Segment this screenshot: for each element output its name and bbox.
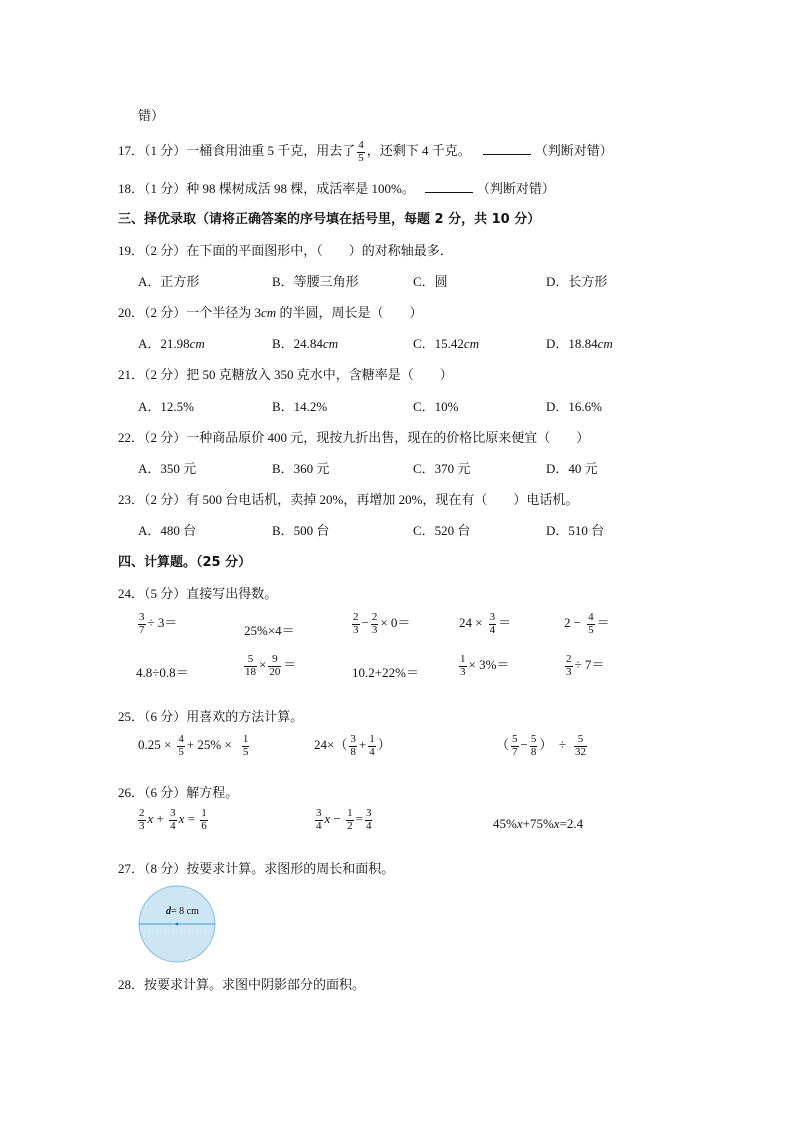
q25-e1-head: 0.25 × (138, 737, 172, 753)
q25-e3-frac3 (574, 734, 587, 758)
q22-option-a[interactable]: A．350 元 (138, 461, 197, 476)
q20-option-a[interactable] (138, 333, 205, 352)
q24-expr-9 (457, 654, 509, 678)
q19-option-d[interactable]: D．长方形 (546, 274, 608, 289)
q26-e1-var1: x (147, 811, 154, 827)
q25-e3-frac1 (511, 734, 519, 758)
q24-e7-num2: 9 (272, 653, 278, 665)
q20-option-c-unit: cm (463, 336, 480, 351)
q17-text-a: 17．（1 分）一桶食用油重 5 千克，用去了 (118, 143, 356, 159)
q24-e5-head: 2 − (564, 615, 582, 631)
continuation-text: 错） (138, 108, 165, 123)
q24-expr-2: 25%×4＝ (244, 623, 295, 638)
q25-e2-den2: 4 (369, 745, 375, 758)
q26-e1-frac1 (138, 808, 146, 832)
q25-e2-num1: 3 (350, 733, 356, 745)
q23-option-d[interactable]: D．510 台 (546, 523, 605, 538)
q26-e1-den3: 6 (201, 819, 207, 832)
q23-option-a[interactable]: A．480 台 (138, 523, 197, 538)
q24-e3-frac2 (371, 612, 379, 636)
q25-e3-num1: 5 (512, 733, 518, 745)
q24-expr-10 (563, 654, 604, 678)
question-23-stem: 23．（2 分）有 500 台电话机，卖掉 20%，再增加 20%，现在有（ ）电话机。 (118, 492, 579, 507)
q22-option-c[interactable]: C．370 元 (413, 461, 471, 476)
q26-e2-den3: 4 (365, 819, 372, 832)
q25-e3-mid: − (520, 737, 528, 753)
q24-e10-num: 2 (566, 653, 572, 665)
q23-option-b[interactable]: B．500 台 (272, 523, 330, 538)
q26-e1-frac2 (169, 808, 177, 832)
q24-e4-den: 4 (489, 623, 496, 636)
q24-e5-tail: ＝ (596, 615, 610, 631)
q20-option-c-value: C．15.42 (413, 336, 464, 351)
q20-text-b: 的半圆，周长是（ ） (276, 305, 423, 320)
q24-e4-frac (489, 612, 497, 636)
q22-option-d[interactable]: D．40 元 (546, 461, 598, 476)
q19-option-c[interactable]: C．圆 (413, 274, 448, 289)
q25-e1-num1: 4 (178, 733, 184, 745)
q24-e10-frac (565, 654, 573, 678)
q21-option-a[interactable]: A．12.5% (138, 399, 194, 414)
circle-figure (138, 885, 216, 963)
q20-text-a: 20．（2 分）一个半径为 3 (118, 305, 262, 320)
q25-e2-tail: ） (377, 737, 391, 753)
q25-e3-frac2 (530, 734, 538, 758)
q24-expr-6: 4.8÷0.8＝ (136, 665, 189, 680)
q24-e7-den1: 18 (245, 665, 256, 678)
question-21-stem: 21．（2 分）把 50 克糖放入 350 克水中，含糖率是（ ） (118, 367, 453, 382)
q20-option-d-unit: cm (597, 336, 613, 351)
q24-expr-4 (459, 612, 511, 636)
q26-e2-num3: 3 (365, 807, 372, 819)
q26-equation-1 (136, 808, 210, 832)
q19-option-a[interactable]: A．正方形 (138, 274, 200, 289)
q17-frac-num: 4 (358, 139, 364, 151)
q25-e3-den3: 32 (575, 745, 586, 758)
question-27-stem: 27．（8 分）按要求计算。求图形的周长和面积。 (118, 861, 395, 876)
q25-e3-num2: 5 (530, 733, 537, 745)
question-25-stem: 25．（6 分）用喜欢的方法计算。 (118, 709, 304, 724)
q26-e2-frac1 (315, 808, 323, 832)
q24-e10-den: 3 (566, 665, 572, 678)
question-18 (118, 178, 555, 197)
q24-e1-tail: ÷ 3＝ (147, 615, 178, 631)
q24-e1-frac (138, 612, 146, 636)
question-22-stem: 22．（2 分）一种商品原价 400 元，现按九折出售，现在的价格比原来便宜（ ） (118, 430, 590, 445)
question-20-stem (118, 302, 422, 321)
q25-e2-den1: 8 (350, 745, 356, 758)
q26-e3-var2: x (553, 816, 560, 831)
q25-e2-num2: 1 (369, 733, 375, 745)
q17-answer-blank[interactable] (483, 143, 531, 155)
q25-expr-1 (138, 734, 251, 758)
question-24-stem: 24．（5 分）直接写出得数。 (118, 586, 278, 601)
q24-expr-3 (350, 612, 410, 636)
q24-e5-num: 4 (588, 611, 594, 623)
q24-e7-mid: × (259, 657, 267, 673)
q26-e2-num2: 1 (347, 807, 353, 819)
q24-e3-mid: − (361, 615, 369, 631)
q24-e7-tail: ＝ (283, 657, 297, 673)
q17-fraction (357, 140, 365, 164)
q25-e3-den1: 7 (512, 745, 518, 758)
q25-e2-frac2 (368, 734, 376, 758)
section-4-heading: 四、计算题。（25 分） (118, 555, 252, 570)
q24-e4-num: 3 (489, 611, 496, 623)
q26-equation-3 (493, 816, 583, 832)
q21-option-c[interactable]: C．10% (413, 399, 459, 414)
q24-e7-num1: 5 (247, 653, 254, 665)
q25-e2-head: 24×（ (314, 737, 348, 753)
q24-e9-num: 1 (460, 653, 466, 665)
q20-option-b-value: B．24.84 (272, 336, 323, 351)
q26-e1-den2: 4 (170, 819, 176, 832)
q25-e1-frac2 (242, 734, 250, 758)
q20-unit: cm (261, 305, 277, 320)
q26-e2-den2: 2 (347, 819, 353, 832)
q26-equation-2 (313, 808, 374, 832)
q21-option-d[interactable]: D．16.6% (546, 399, 602, 414)
q20-option-b-unit: cm (322, 336, 339, 351)
q24-e10-tail: ÷ 7＝ (574, 657, 605, 673)
q25-e1-den2: 5 (242, 745, 249, 758)
q20-option-c[interactable] (413, 333, 479, 352)
q23-option-c[interactable]: C．520 台 (413, 523, 471, 538)
q24-e5-frac (587, 612, 595, 636)
question-26-stem: 26．（6 分）解方程。 (118, 785, 239, 800)
q24-e9-frac (459, 654, 467, 678)
q20-option-b[interactable] (272, 333, 338, 352)
q25-e1-frac1 (177, 734, 185, 758)
q24-e7-den2: 20 (269, 665, 281, 678)
q26-e1-frac3 (200, 808, 208, 832)
question-17 (118, 140, 613, 164)
q21-option-b[interactable]: B．14.2% (272, 399, 328, 414)
q24-e1-num: 3 (139, 611, 145, 623)
q25-e3-tail: ） ÷ (539, 737, 566, 753)
q25-e2-mid: + (358, 737, 367, 753)
q24-e1-den: 7 (139, 623, 145, 636)
q24-expr-8: 10.2+22%＝ (352, 665, 419, 680)
q24-e3-den2: 3 (371, 623, 378, 636)
q24-expr-5 (564, 612, 610, 636)
q24-e7-frac1 (244, 654, 257, 678)
q25-e3-num3: 5 (577, 733, 584, 745)
q24-expr-1 (136, 612, 177, 636)
q26-e2-frac3 (365, 808, 373, 832)
diameter-value: = 8 cm (171, 906, 199, 917)
q26-e1-num2: 3 (170, 807, 176, 819)
q18-text-c: （判断对错） (476, 181, 555, 196)
center-dot (176, 923, 179, 926)
q26-e2-eq: = (355, 811, 363, 827)
q26-e1-num3: 1 (201, 807, 207, 819)
q18-text-a: 18．（1 分）种 98 棵树成活 98 棵，成活率是 100%。 (118, 181, 415, 196)
q26-e2-den1: 4 (316, 819, 322, 832)
diameter-label (166, 906, 199, 917)
q24-e3-num2: 2 (371, 611, 378, 623)
q26-e3-var1: x (516, 816, 523, 831)
diameter-symbol: d (166, 906, 171, 917)
q18-answer-blank[interactable] (425, 181, 473, 193)
q25-e2-frac1 (349, 734, 357, 758)
q24-e3-frac1 (352, 612, 360, 636)
q26-e1-mid: + (153, 811, 168, 827)
q25-e1-num2: 1 (242, 733, 249, 745)
q24-e4-tail: ＝ (498, 615, 512, 631)
q25-e1-den1: 5 (178, 745, 184, 758)
q24-e5-den: 5 (588, 623, 594, 636)
q20-option-a-unit: cm (189, 336, 205, 351)
q17-text-b: ，还剩下 4 千克。 (366, 143, 471, 159)
q26-e2-var1: x (324, 811, 331, 827)
q17-frac-den: 5 (358, 151, 364, 164)
q24-e9-tail: × 3%＝ (468, 657, 510, 673)
q24-expr-7 (242, 654, 296, 678)
q24-e3-num1: 2 (353, 611, 359, 623)
q26-e1-num1: 2 (139, 807, 145, 819)
q26-e1-var2: x (178, 811, 185, 827)
question-19-stem: 19．（2 分）在下面的平面图形中，（ ）的对称轴最多． (118, 243, 453, 258)
q24-e4-head: 24 × (459, 615, 483, 631)
q24-e3-den1: 3 (353, 623, 359, 636)
q26-e2-num1: 3 (316, 807, 322, 819)
q25-expr-2 (314, 734, 391, 758)
q26-e1-den1: 3 (139, 819, 145, 832)
q24-e7-frac2 (268, 654, 281, 678)
circle-diagram (138, 885, 216, 963)
q25-expr-3 (496, 734, 589, 758)
question-28-stem: 28．按要求计算。求图中阴影部分的面积。 (118, 977, 366, 992)
q20-option-d-value: D．18.84 (546, 336, 598, 351)
q24-e3-tail: × 0＝ (380, 615, 411, 631)
q24-e9-den: 3 (460, 665, 466, 678)
q17-text-c: （判断对错） (534, 143, 613, 159)
q26-e3-a: 45% (493, 816, 517, 831)
q19-option-b[interactable]: B．等腰三角形 (272, 274, 359, 289)
q26-e1-eq: = (184, 811, 199, 827)
q26-e3-c: =2.4 (559, 816, 584, 831)
q25-e3-den2: 8 (530, 745, 537, 758)
q20-option-d[interactable] (546, 333, 613, 352)
q26-e2-mid: − (330, 811, 345, 827)
q26-e3-b: +75% (522, 816, 554, 831)
q20-option-a-value: A．21.98 (138, 336, 190, 351)
section-3-heading: 三、择优录取（请将正确答案的序号填在括号里，每题 2 分，共 10 分） (118, 212, 541, 227)
q22-option-b[interactable]: B．360 元 (272, 461, 330, 476)
q25-e1-mid: + 25% × (186, 737, 232, 753)
q25-e3-head: （ (496, 737, 510, 753)
q26-e2-frac2 (346, 808, 354, 832)
